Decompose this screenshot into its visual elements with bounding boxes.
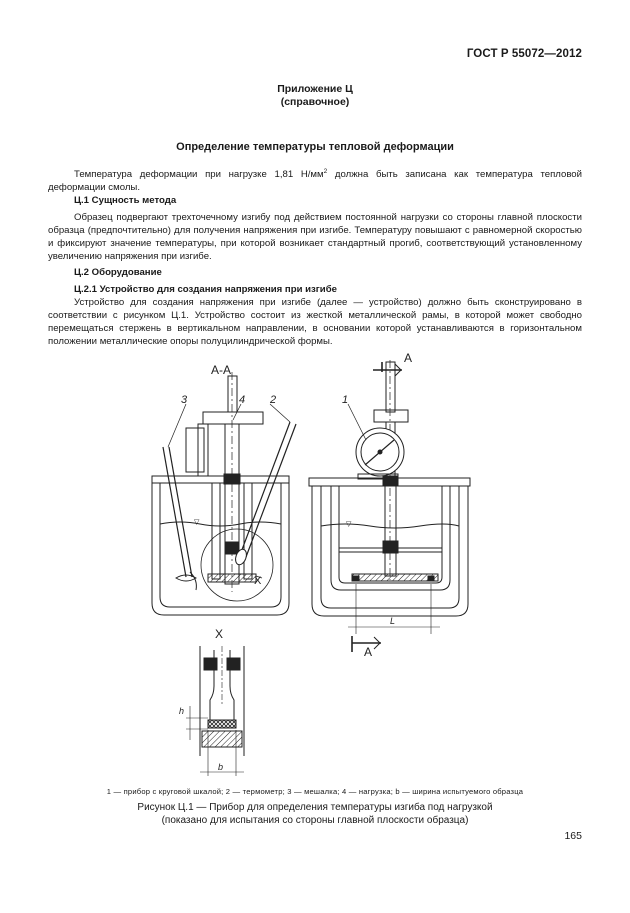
figure-legend: 1 — прибор с круговой шкалой; 2 — термометр; 3 — мешалка; 4 — нагрузка; b — ширина испытуемого образца bbox=[106, 787, 524, 796]
intro-text-superscript: 2 bbox=[323, 168, 328, 175]
detail-ref-label: X bbox=[254, 575, 262, 587]
figure-caption bbox=[0, 801, 630, 827]
front-view bbox=[309, 360, 470, 652]
front-rod bbox=[385, 486, 396, 576]
svg-text:▽: ▽ bbox=[194, 519, 200, 526]
dimension-L: L bbox=[390, 616, 396, 626]
section-1-heading: Ц.1 Сущность метода bbox=[74, 195, 177, 206]
callout-3: 3 bbox=[181, 394, 188, 406]
annex-type: (справочное) bbox=[280, 96, 350, 108]
section-title: Определение температуры тепловой деформации bbox=[176, 141, 454, 153]
figure-caption-line2: (показано для испытания со стороны главной плоскости образца) bbox=[161, 815, 469, 826]
intro-paragraph bbox=[48, 165, 582, 194]
annex-title: Приложение Ц bbox=[277, 83, 353, 95]
annex-heading bbox=[0, 83, 630, 109]
intro-text-part2: должна быть записана как температура тепловой деформации смолы. bbox=[48, 169, 582, 194]
dimension-b: b bbox=[218, 762, 224, 772]
callout-2: 2 bbox=[270, 394, 277, 406]
figure-caption-line1: Рисунок Ц.1 — Прибор для определения температуры изгиба под нагрузкой bbox=[137, 802, 493, 813]
thermometer-left-edge bbox=[240, 422, 290, 555]
section-2-heading: Ц.2 Оборудование bbox=[74, 267, 162, 278]
detail-x-view bbox=[186, 646, 244, 776]
page-number: 165 bbox=[564, 830, 582, 842]
callout-1: 1 bbox=[342, 394, 349, 406]
dimension-h: h bbox=[179, 706, 185, 716]
apparatus-drawing bbox=[0, 350, 630, 780]
section-2-1-text: Устройство для создания напряжения при изгибе (далее — устройство) должно быть сконструировано в соответствии с рисунком Ц.1. Устройство состоит из жесткой металлической рамы, в которой может свободно перемещаться стержень в вертикальном направлении, в основании которой устанавливаются в горизонтальном положении металлические опоры полуцилиндрической формы. bbox=[48, 297, 582, 347]
specimen-cross-section bbox=[208, 720, 236, 728]
section-1-text: Образец подвергают трехточечному изгибу под действием постоянной нагрузки со стороны главной плоскости образца (предпочтительно) для получения напряжения при изгибе. Температуру повышают с равномерной скоростью и фиксируют значение температуры, при которой возникает стандартный прогиб, соответствующий установленному увеличению напряжения при изгибе. bbox=[48, 212, 582, 262]
section-label: A-A bbox=[211, 363, 232, 377]
cut-label-bottom: A bbox=[364, 645, 373, 659]
side-flange bbox=[186, 428, 204, 472]
intro-text-part1: Температура деформации при нагрузке 1,81 Н/мм bbox=[74, 169, 324, 181]
central-rod-top bbox=[228, 376, 237, 412]
cut-label-top: A bbox=[404, 351, 413, 365]
section-view-a-a bbox=[152, 372, 296, 615]
detail-label: X bbox=[215, 627, 224, 641]
document-header: ГОСТ Р 55072—2012 bbox=[466, 48, 582, 60]
section-2-1-heading: Ц.2.1 Устройство для создания напряжения при изгибе bbox=[74, 284, 337, 295]
dial-housing bbox=[203, 412, 263, 424]
stirrer-shaft bbox=[163, 447, 186, 577]
svg-text:▽: ▽ bbox=[346, 521, 352, 528]
callout-4: 4 bbox=[239, 394, 246, 406]
support-base bbox=[208, 574, 256, 582]
